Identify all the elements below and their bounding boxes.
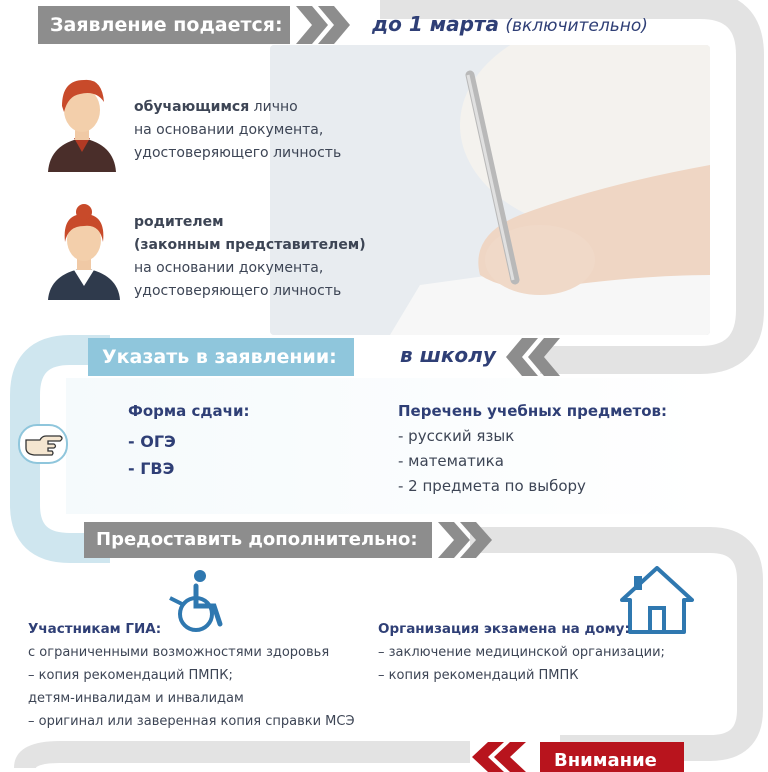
section3-label: Предоставить дополнительно: (84, 522, 432, 558)
parent-line4: удостоверяющего личность (134, 283, 342, 299)
gia-block (28, 618, 355, 733)
pointing-hand-icon (18, 424, 68, 464)
form-item: - ГВЭ (128, 459, 175, 478)
section1-label: Заявление подается: (38, 6, 290, 44)
subject-item: - русский язык (398, 427, 515, 445)
form-title: Форма сдачи: (128, 402, 250, 420)
student-line3: удостоверяющего личность (134, 145, 342, 161)
home-exam-title: Организация экзамена на дому: (378, 621, 630, 637)
gia-line: с ограниченными возможностями здоровья (28, 645, 330, 660)
student-rest: лично (249, 99, 298, 115)
form-item: - ОГЭ (128, 432, 176, 451)
chevron-right-icon (438, 522, 502, 558)
subject-item: - математика (398, 452, 504, 470)
home-exam-block (378, 618, 665, 687)
student-line2: на основании документа, (134, 122, 324, 138)
gia-title: Участникам ГИА: (28, 621, 162, 637)
student-line1 (134, 96, 341, 119)
deadline-bold: до 1 марта (372, 12, 499, 36)
destination-text: в школу (400, 343, 496, 367)
attention-label: Внимание (540, 742, 684, 772)
parent-text (134, 211, 366, 303)
deadline-rest: (включительно) (505, 16, 648, 36)
gia-line: детям-инвалидам и инвалидам (28, 691, 244, 706)
form-block (128, 402, 249, 482)
parent-line3: на основании документа, (134, 260, 324, 276)
chevron-left-icon (506, 338, 570, 376)
subjects-title: Перечень учебных предметов: (398, 402, 668, 420)
parent-line2: (законным представителем) (134, 237, 366, 253)
gia-line: – оригинал или заверенная копия справки МСЭ (28, 714, 355, 729)
home-exam-line: – копия рекомендаций ПМПК (378, 668, 579, 683)
section2-label: Указать в заявлении: (88, 338, 354, 376)
chevron-right-icon (296, 6, 368, 44)
student-text (134, 96, 341, 165)
home-exam-line: – заключение медицинской организации; (378, 645, 665, 660)
deadline-text (372, 12, 648, 36)
parent-avatar-icon (46, 200, 122, 300)
gia-line: – копия рекомендаций ПМПК; (28, 668, 233, 683)
parent-line1: родителем (134, 214, 224, 230)
subject-item: - 2 предмета по выбору (398, 477, 586, 495)
student-bold: обучающимся (134, 99, 250, 115)
student-avatar-icon (44, 72, 120, 172)
subjects-block (398, 402, 667, 499)
